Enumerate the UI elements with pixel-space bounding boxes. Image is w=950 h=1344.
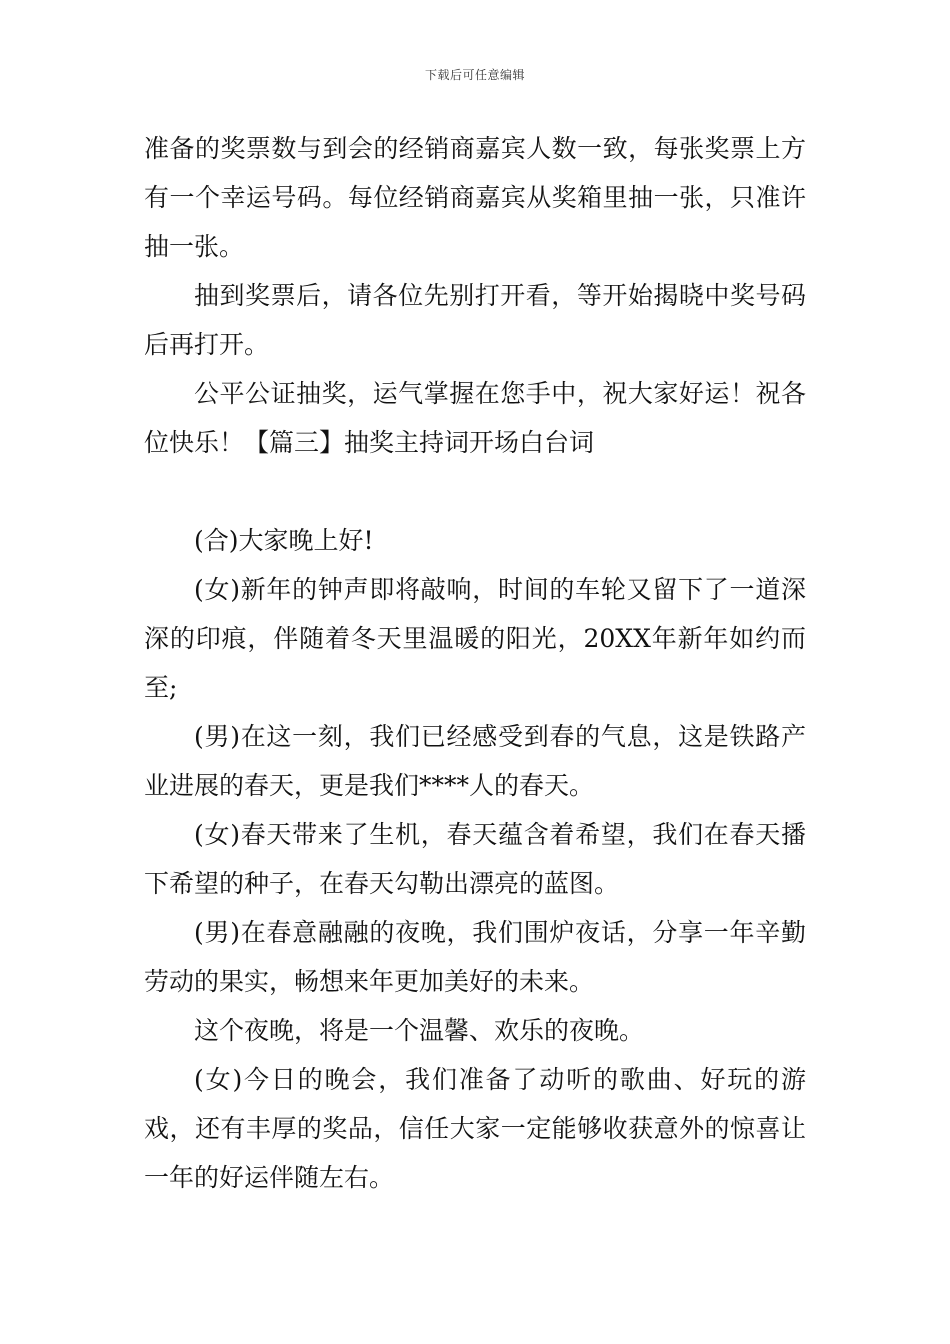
paragraph-5: (女)新年的钟声即将敲响，时间的车轮又留下了一道深深的印痕，伴随着冬天里温暖的阳光，20XX年新年如约而至; [144, 575, 806, 702]
paragraph-1: 准备的奖票数与到会的经销商嘉宾人数一致，每张奖票上方有一个幸运号码。每位经销商嘉宾从奖箱里抽一张，只准许抽一张。 [144, 134, 806, 261]
page-header: 下载后可任意编辑 [424, 68, 525, 82]
paragraph-3: 公平公证抽奖，运气掌握在您手中，祝大家好运！祝各位快乐！【篇三】抽奖主持词开场白台词 [144, 379, 806, 457]
paragraph-8: (男)在春意融融的夜晚，我们围炉夜话，分享一年辛勤劳动的果实，畅想来年更加美好的未来。 [144, 918, 806, 996]
paragraph-4: (合)大家晚上好! [194, 526, 374, 555]
paragraph-7: (女)春天带来了生机，春天蕴含着希望，我们在春天播下希望的种子，在春天勾勒出漂亮的蓝图。 [144, 820, 806, 898]
document-body [144, 124, 806, 1202]
paragraph-2: 抽到奖票后，请各位先别打开看，等开始揭晓中奖号码后再打开。 [144, 281, 806, 359]
paragraph-6: (男)在这一刻，我们已经感受到春的气息，这是铁路产业进展的春天，更是我们****人的春天。 [144, 722, 806, 800]
paragraph-9: 这个夜晚，将是一个温馨、欢乐的夜晚。 [194, 1016, 645, 1045]
paragraph-10: (女)今日的晚会，我们准备了动听的歌曲、好玩的游戏，还有丰厚的奖品，信任大家一定能够收获意外的惊喜让一年的好运伴随左右。 [144, 1065, 806, 1192]
paragraph-gap [144, 467, 806, 516]
